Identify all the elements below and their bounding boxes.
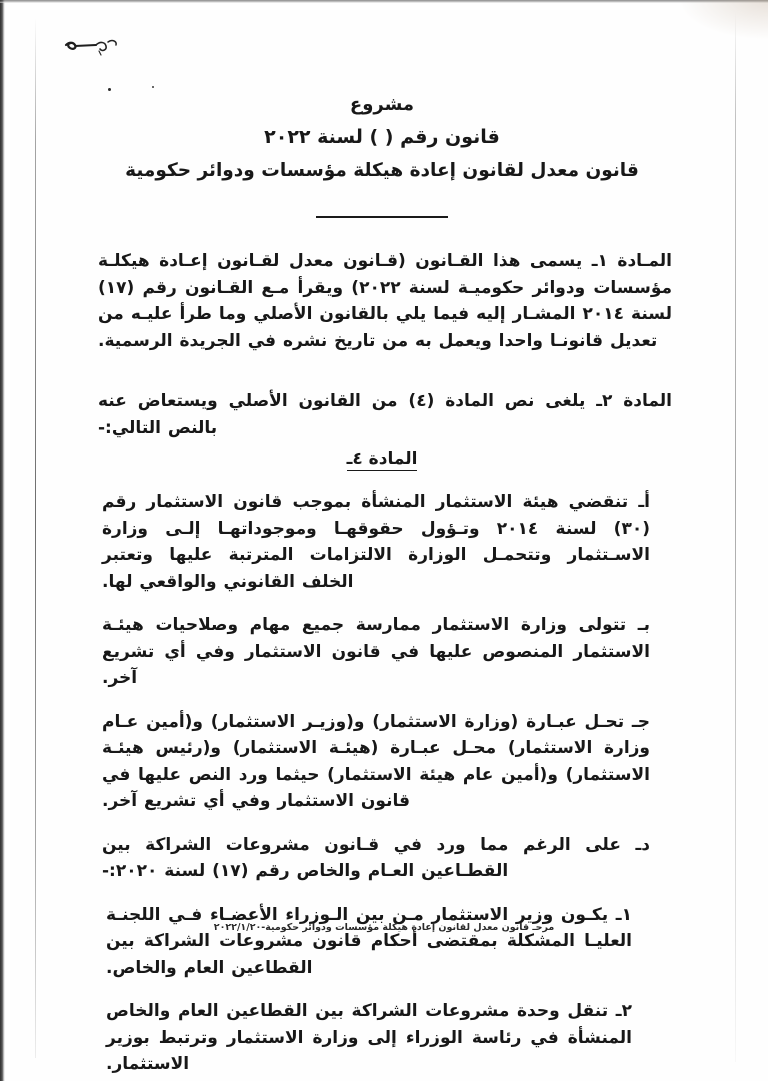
title-line-law-subject: قانون معدل لقانون إعادة هيكلة مؤسسات ودوائر حكومية (125, 160, 639, 181)
article-4-heading-text: المادة ٤ـ (346, 449, 418, 469)
subitem-2-paragraph: ٢ـ تنقل وحدة مشروعات الشراكة بين القطاعين العام والخاص المنشأة في رئاسة الوزراء إلى وزارة الاستثمار وترتبط بوزير الاستثمار. (106, 1001, 632, 1074)
clause-b-paragraph: بـ تتولى وزارة الاستثمار ممارسة جميع مهام وصلاحيات هيئـة الاستثمار المنصوص عليها في قانون الاستثمار وفي أي تشريع آخر. (102, 615, 650, 688)
clause-a-paragraph: أـ تنقضي هيئة الاستثمار المنشأة بموجب قانون الاستثمار رقم (٣٠) لسنة ٢٠١٤ وتـؤول حقوقهـا وموجوداتهـا إلـى وزارة الاسـتثمار وتتحمـل الوزارة الالتزامات المترتبة عليها وتعتبر الخلف القانوني والواقعي لها. (102, 492, 650, 592)
article-2-paragraph: المادة ٢ـ يلغى نص المادة (٤) من القانون الأصلي ويستعاض عنه بالنص التالي:- (98, 391, 673, 438)
spacer (92, 367, 672, 371)
clause-d-paragraph: دـ على الرغم مما ورد في قـانون مشروعات الشراكة بين القطـاعين العـام والخاص رقم (١٧) لسنة ٢٠٢٠:- (102, 834, 650, 881)
title-divider-wrap (92, 203, 672, 222)
document-footer-reference: مرحـ قانون معدل لقانون إعادة هيكلة مؤسسات ودوائر حكومية-٢٠٢٢/١/٢٠ (213, 922, 555, 933)
title-line-project: مشروع (349, 94, 415, 115)
article-4-heading (92, 446, 672, 472)
article-1-paragraph: المـادة ١ـ يسمى هذا القـانون (قـانون معدل لقـانون إعـادة هيكلـة مؤسسات ودوائر حكوميـة لسنة ٢٠٢٢) ويقرأ مـع القـانون رقم (١٧) لسنة ٢٠١٤ المشـار إليه فيما يلي بالقانون الأصلي وما طرأ عليـه من تعديل قانونـا واحدا ويعمل به من تاريخ نشره في الجريدة الرسمية. (98, 251, 672, 351)
horizontal-rule-divider (316, 216, 448, 218)
subitem-1-paragraph: ١ـ يكـون وزير الاستثمار مـن بين الـوزراء الأعضـاء فـي اللجنـة العليـا المشكلة بمقتضى أحكام قانون مشروعات الشراكة بين القطاعين العام والخاص. (106, 904, 632, 978)
title-line-law-number: قانون رقم ( ) لسنة ٢٠٢٢ (264, 126, 500, 148)
document-title-block (92, 88, 672, 187)
clause-c-paragraph: جـ تحـل عبـارة (وزارة الاستثمار) و(وزيـر الاستثمار) و(أمين عـام وزارة الاستثمار) محـل عبـارة (هيئـة الاستثمار) و(رئيس هيئـة الاستثمار) و(أمين عام هيئة الاستثمار) حيثما ورد النص عليها في قانون الاستثمار وفي أي تشريع آخر. (102, 711, 650, 811)
